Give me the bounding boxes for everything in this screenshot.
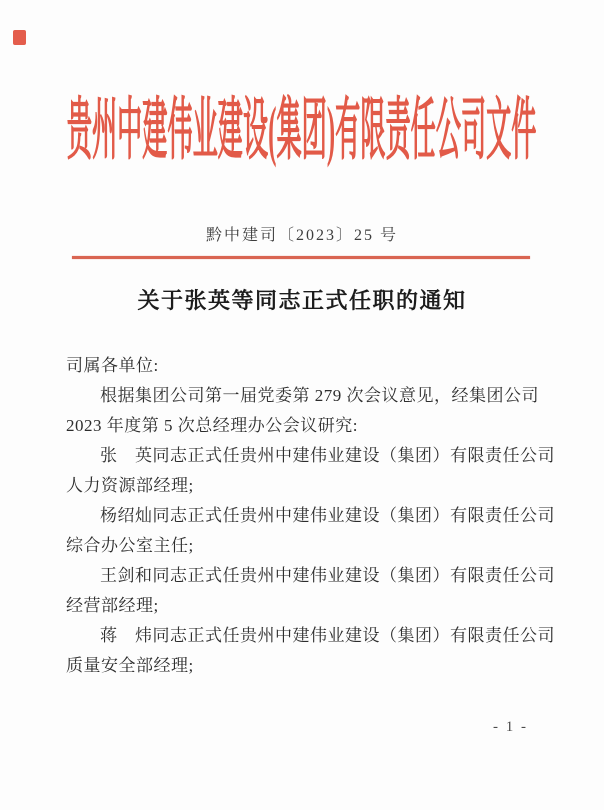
notice-title: 关于张英等同志正式任职的通知 <box>137 288 467 313</box>
body-line: 司属各单位: <box>66 356 159 375</box>
red-divider-line <box>72 256 530 259</box>
red-corner-mark <box>13 30 26 45</box>
body-line: 王剑和同志正式任贵州中建伟业建设（集团）有限责任公司 <box>100 566 555 585</box>
body-line: 蒋 炜同志正式任贵州中建伟业建设（集团）有限责任公司 <box>100 626 555 645</box>
page-number: - 1 - <box>493 719 528 735</box>
body-line: 经营部经理; <box>66 596 159 615</box>
body-line: 综合办公室主任; <box>66 536 194 555</box>
body-line: 质量安全部经理; <box>66 656 194 675</box>
document-body <box>66 351 555 681</box>
body-line: 2023 年度第 5 次总经理办公会议研究: <box>66 416 358 435</box>
document-number: 黔中建司〔2023〕25 号 <box>205 227 398 244</box>
body-line: 人力资源部经理; <box>66 476 194 495</box>
document-header <box>0 94 604 167</box>
body-line: 张 英同志正式任贵州中建伟业建设（集团）有限责任公司 <box>100 446 555 465</box>
body-line: 杨绍灿同志正式任贵州中建伟业建设（集团）有限责任公司 <box>100 506 555 525</box>
body-line: 根据集团公司第一届党委第 279 次会议意见，经集团公司 <box>100 386 539 405</box>
company-header-title: 贵州中建伟业建设(集团)有限责任公司文件 <box>67 92 537 168</box>
